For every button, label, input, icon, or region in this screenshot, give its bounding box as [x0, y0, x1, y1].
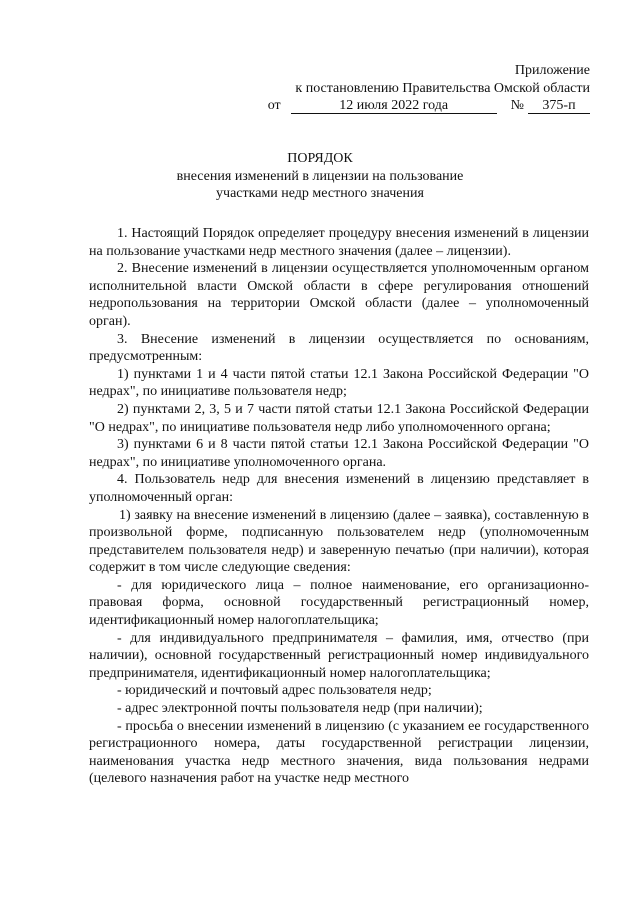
paragraph-4: 4. Пользователь недр для внесения изменений в лицензию представляет в уполномоченный орган: — [89, 472, 589, 505]
decree-date: 12 июля 2022 года — [291, 98, 497, 114]
decree-number: 375-п — [528, 98, 590, 114]
paragraph-3-item-3: 3) пунктами 6 и 8 части пятой статьи 12.1 Закона Российской Федерации "О недрах", по инициативе уполномоченного органа. — [89, 437, 589, 470]
appendix-header — [250, 62, 590, 115]
from-label: от — [267, 98, 281, 113]
title-subtitle-1: внесения изменений в лицензии на пользование — [176, 168, 464, 184]
paragraph-3: 3. Внесение изменений в лицензии осуществляется по основаниям, предусмотренным: — [89, 331, 589, 365]
list-item-email: - адрес электронной почты пользователя недр (при наличии); — [117, 701, 483, 717]
paragraph-2: 2. Внесение изменений в лицензии осуществляется уполномоченным органом исполнительной власти Омской области в сфере регулирования отношений недропользования на территории Омской области (далее – уполномоченный орган). — [89, 261, 589, 329]
list-item-entrepreneur: - для индивидуального предпринимателя – фамилия, имя, отчество (при наличии), основной государственный регистрационный номер индивидуального предпринимателя, идентификационный номер налогоплательщика; — [89, 630, 589, 681]
number-label: № — [510, 98, 524, 113]
document-title — [0, 150, 640, 203]
paragraph-3-item-1: 1) пунктами 1 и 4 части пятой статьи 12.1 Закона Российской Федерации "О недрах", по инициативе пользователя недр; — [89, 366, 589, 400]
paragraph-4-item-1: 1) заявку на внесение изменений в лицензию (далее – заявка), составленную в произвольной форме, подписанную пользователем недр (уполномоченным представителем пользователя недр) и заверенную печатью (при наличии), которая содержит в том числе следующие сведения: — [89, 507, 589, 576]
decree-date-line — [250, 97, 590, 115]
appendix-decree: к постановлению Правительства Омской области — [295, 80, 590, 96]
paragraph-1: 1. Настоящий Порядок определяет процедуру внесения изменений в лицензии на пользование участками недр местного значения (далее – лицензии). — [89, 226, 589, 259]
list-item-request: - просьба о внесении изменений в лицензию (с указанием ее государственного регистрационного номера, даты государственной регистрации лицензии, наименования участка недр местного значения, вида пользования недрами (целевого назначения работ на участке недр местного — [89, 718, 589, 787]
document-body — [89, 225, 589, 788]
title-heading: ПОРЯДОК — [287, 151, 353, 166]
list-item-address: - юридический и почтовый адрес пользователя недр; — [117, 683, 432, 699]
appendix-title: Приложение — [514, 63, 590, 78]
list-item-legal-entity: - для юридического лица – полное наименование, его организационно-правовая форма, основной государственный регистрационный номер, идентификационный номер налогоплательщика; — [89, 577, 589, 629]
title-subtitle-2: участками недр местного значения — [216, 186, 424, 201]
paragraph-3-item-2: 2) пунктами 2, 3, 5 и 7 части пятой статьи 12.1 Закона Российской Федерации "О недрах", по инициативе пользователя недр либо уполномоченного органа; — [89, 401, 589, 435]
